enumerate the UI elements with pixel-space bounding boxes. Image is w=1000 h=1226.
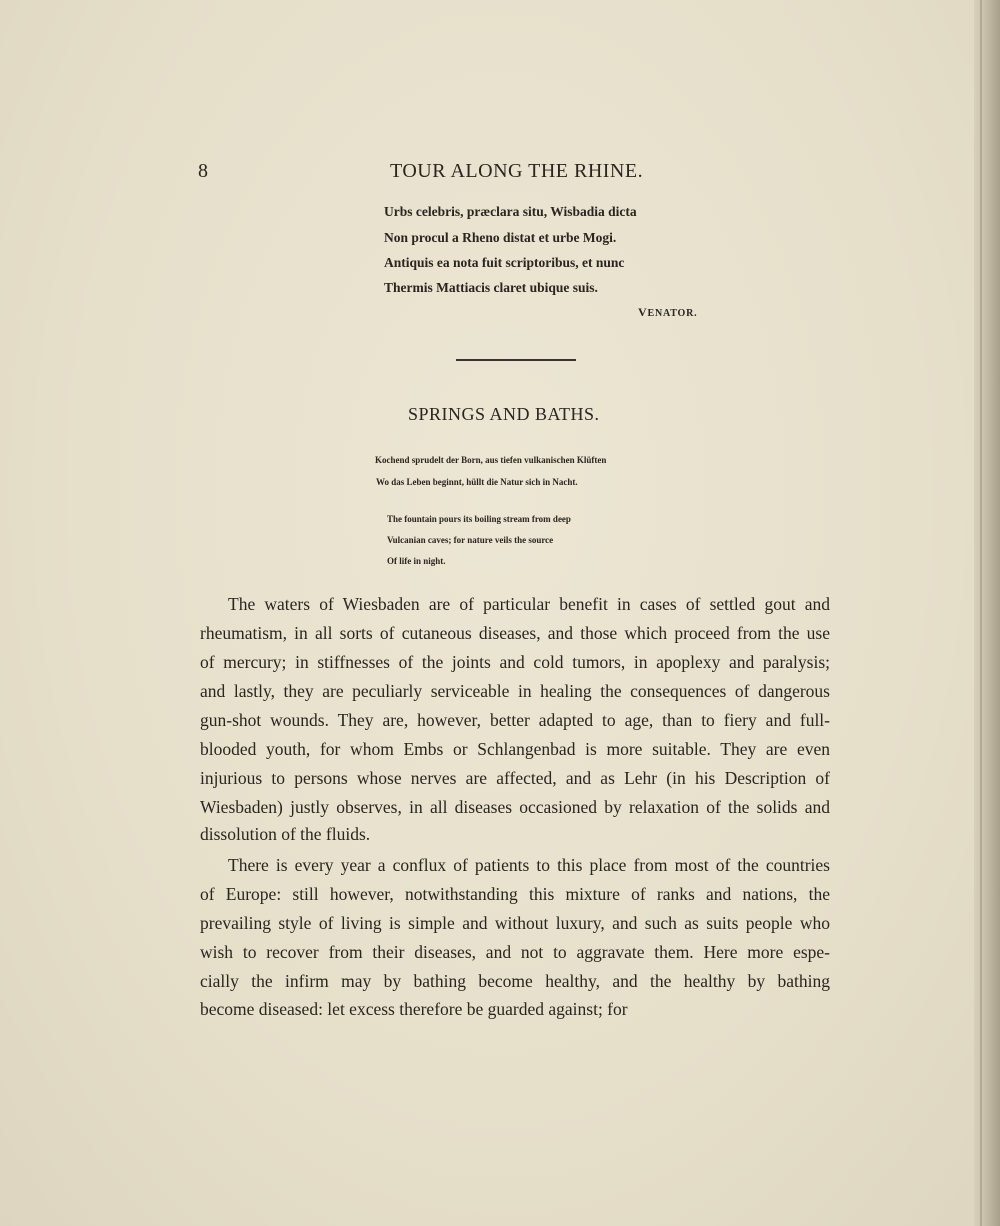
body-line: dissolution of the fluids. (200, 824, 371, 844)
translation-line: The fountain pours its boiling stream from deep (387, 514, 571, 524)
body-line: and lastly, they are peculiarly serviceable in healing the consequences of dangerous (200, 681, 830, 701)
section-divider (456, 359, 576, 361)
section-title: SPRINGS AND BATHS. (408, 404, 600, 424)
epigraph-attribution (638, 305, 697, 320)
epigraph-line: Urbs celebris, præclara situ, Wisbadia dicta (384, 204, 637, 219)
attribution-rest: ENATOR. (647, 308, 698, 319)
body-line: rheumatism, in all sorts of cutaneous diseases, and those which proceed from the use (200, 623, 830, 643)
running-title: TOUR ALONG THE RHINE. (390, 160, 644, 182)
body-line: wish to recover from their diseases, and not to aggravate them. Here more espe- (200, 942, 830, 962)
body-line: prevailing style of living is simple and without luxury, and such as suits people who (200, 913, 830, 933)
page-edge-line (980, 0, 982, 1226)
body-line: The waters of Wiesbaden are of particular benefit in cases of settled gout and (228, 594, 830, 614)
attribution-initial: V (638, 305, 648, 319)
translation-line: Of life in night. (387, 556, 446, 566)
epigraph-line: Thermis Mattiacis claret ubique suis. (384, 280, 598, 295)
body-line: of mercury; in stiffnesses of the joints and cold tumors, in apoplexy and paralysis; (200, 652, 830, 672)
page-number: 8 (198, 160, 208, 182)
body-line: blooded youth, for whom Embs or Schlangenbad is more suitable. They are even (200, 739, 830, 759)
german-quote-line: Wo das Leben beginnt, hüllt die Natur sich in Nacht. (376, 477, 578, 487)
body-line: There is every year a conflux of patients to this place from most of the countries (228, 855, 830, 875)
body-line: cially the infirm may by bathing become healthy, and the healthy by bathing (200, 971, 830, 991)
epigraph-line: Antiquis ea nota fuit scriptoribus, et nunc (384, 255, 625, 270)
epigraph-line: Non procul a Rheno distat et urbe Mogi. (384, 230, 617, 245)
german-quote-line: Kochend sprudelt der Born, aus tiefen vulkanischen Klüften (375, 455, 607, 465)
body-line: Wiesbaden) justly observes, in all diseases occasioned by relaxation of the solids and (200, 797, 830, 817)
body-line: of Europe: still however, notwithstanding this mixture of ranks and nations, the (200, 884, 830, 904)
body-line: become diseased: let excess therefore be guarded against; for (200, 999, 628, 1019)
page-edge-shadow (974, 0, 1000, 1226)
translation-line: Vulcanian caves; for nature veils the source (387, 535, 554, 545)
body-line: gun-shot wounds. They are, however, better adapted to age, than to fiery and full- (200, 710, 830, 730)
body-line: injurious to persons whose nerves are affected, and as Lehr (in his Description of (200, 768, 830, 788)
